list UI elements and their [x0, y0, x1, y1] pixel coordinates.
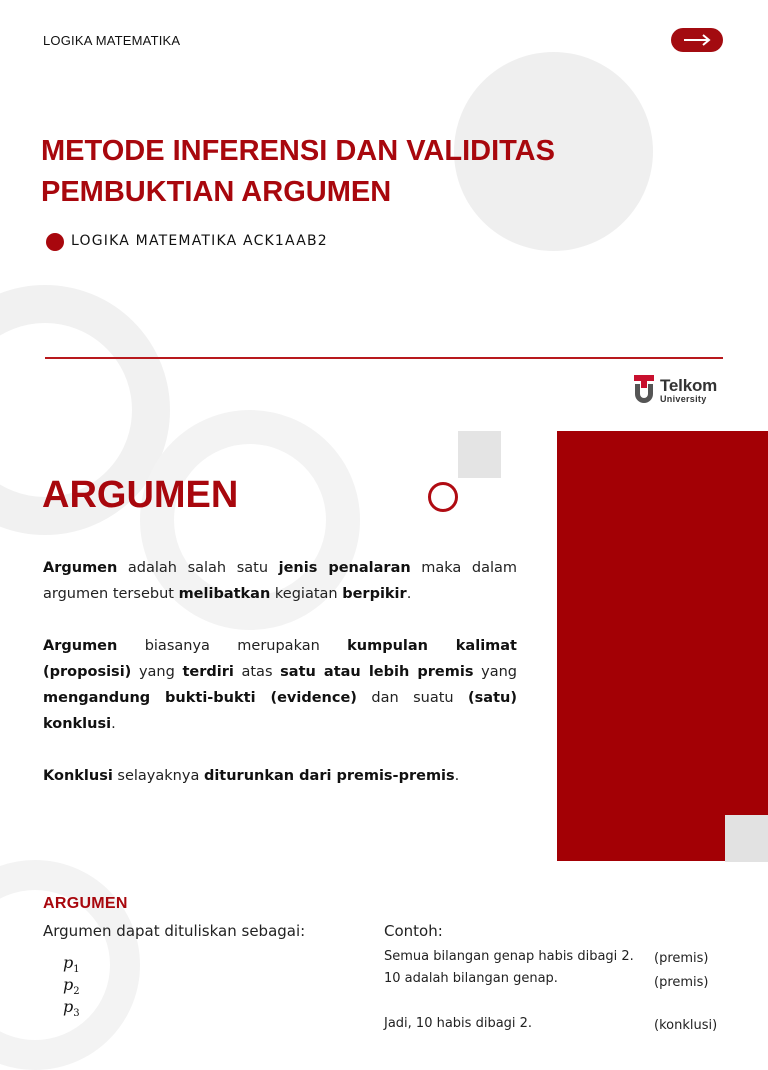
- logo-name: Telkom: [660, 375, 718, 395]
- text-run: yang: [131, 664, 183, 680]
- grey-square-accent: [458, 431, 501, 478]
- emphasis-text: mengandung bukti-bukti (evidence): [43, 690, 357, 706]
- emphasis-text: (satu) konklusi: [43, 690, 517, 732]
- emphasis-text: jenis penalaran: [278, 560, 411, 576]
- subsection-heading: ARGUMEN: [43, 895, 128, 912]
- example-tag: (konklusi): [654, 1018, 718, 1033]
- emphasis-text: berpikir: [342, 586, 407, 602]
- premise-p1: $p_1$: [63, 953, 80, 976]
- text-run: adalah salah satu: [117, 560, 279, 576]
- premise-p2: $p_2$: [63, 975, 80, 998]
- text-run: selayaknya: [112, 768, 204, 784]
- example-line: Semua bilangan genap habis dibagi 2.: [384, 949, 634, 964]
- text-run: .: [111, 716, 116, 732]
- emphasis-text: Argumen: [43, 560, 118, 576]
- premise-p3: $p_3$: [63, 997, 80, 1020]
- text-run: yang: [473, 664, 517, 680]
- text-run: atas: [233, 664, 281, 680]
- course-label: LOGIKA MATEMATIKA: [43, 33, 181, 48]
- emphasis-text: terdiri: [182, 664, 234, 680]
- grey-square-accent-2: [725, 815, 768, 862]
- paragraph-composition: [43, 633, 517, 737]
- emphasis-text: satu atau lebih premis: [280, 664, 474, 680]
- text-run: biasanya merupakan: [117, 638, 348, 654]
- text-run: .: [454, 768, 460, 784]
- emphasis-text: Konklusi: [43, 768, 113, 784]
- divider-line: [45, 357, 723, 359]
- course-subtitle: LOGIKA MATEMATIKA ACK1AAB2: [71, 233, 328, 249]
- paragraph-definition: [43, 555, 517, 607]
- title-line-1: METODE INFERENSI DAN VALIDITAS: [41, 135, 555, 167]
- text-run: maka dalam argumen tersebut: [43, 560, 517, 602]
- argument-form-label: Argumen dapat dituliskan sebagai:: [43, 922, 306, 940]
- emphasis-text: diturunkan dari premis-premis: [203, 768, 455, 784]
- circle-outline-icon: [428, 482, 458, 512]
- example-tag: (premis): [654, 975, 709, 990]
- section-heading: ARGUMEN: [42, 474, 239, 516]
- bullet-dot: [46, 233, 64, 251]
- example-line: Jadi, 10 habis dibagi 2.: [384, 1016, 533, 1031]
- next-slide-button[interactable]: [671, 28, 723, 52]
- example-label: Contoh:: [384, 922, 443, 940]
- emphasis-text: kumpulan kalimat (proposisi): [43, 638, 517, 680]
- example-tag: (premis): [654, 951, 709, 966]
- text-run: kegiatan: [270, 586, 343, 602]
- telkom-university-logo: [633, 374, 723, 406]
- emphasis-text: melibatkan: [178, 586, 271, 602]
- example-line: 10 adalah bilangan genap.: [384, 971, 558, 986]
- paragraph-conclusion: [43, 763, 517, 789]
- title-line-2: PEMBUKTIAN ARGUMEN: [41, 176, 392, 208]
- logo-sub: University: [660, 393, 707, 404]
- text-run: .: [406, 586, 412, 602]
- emphasis-text: Argumen: [43, 638, 118, 654]
- telkom-logo-mark-icon: [633, 375, 655, 405]
- arrow-right-icon: [682, 34, 712, 46]
- red-accent-block: [557, 431, 768, 861]
- text-run: dan suatu: [356, 690, 469, 706]
- page-title: [41, 131, 641, 213]
